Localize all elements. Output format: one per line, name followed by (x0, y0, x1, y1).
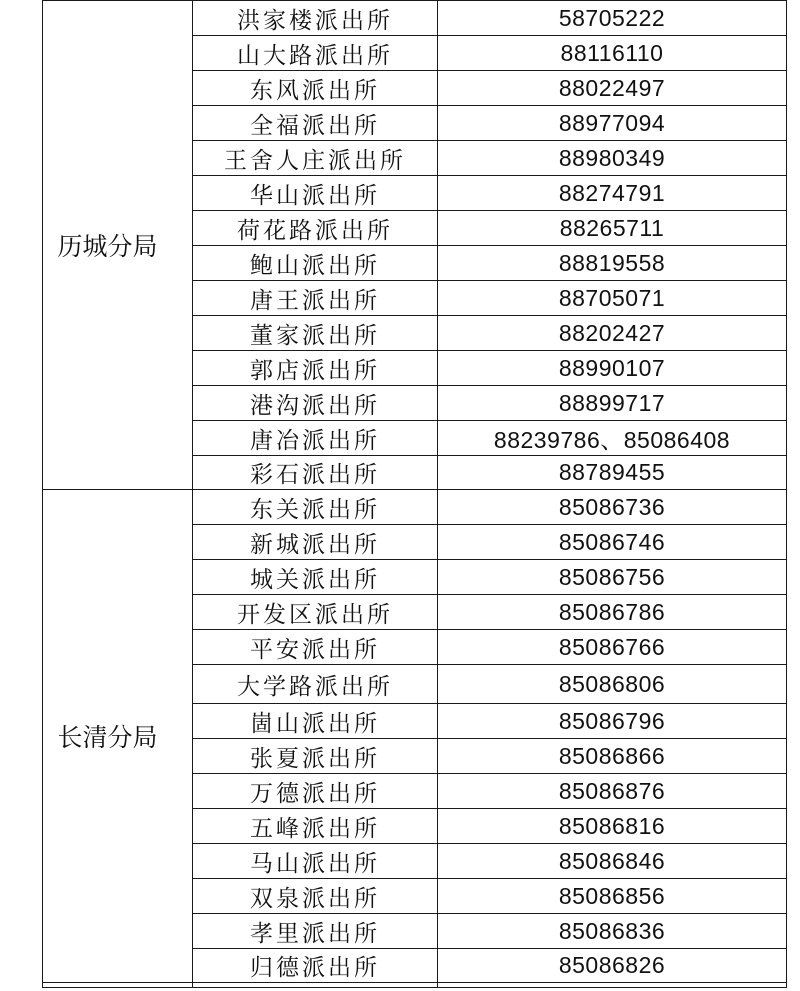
station-name: 崮山派出所 (193, 704, 438, 739)
station-name: 唐王派出所 (193, 281, 438, 316)
station-name: 大学路派出所 (193, 665, 438, 704)
station-name: 万德派出所 (193, 774, 438, 809)
station-phone: 88022497 (438, 71, 787, 106)
station-name: 鲍山派出所 (193, 246, 438, 281)
table-row-partial (43, 983, 787, 988)
station-phone: 85086826 (438, 949, 787, 983)
station-name: 东关派出所 (193, 490, 438, 525)
station-phone: 85086796 (438, 704, 787, 739)
station-name: 马山派出所 (193, 844, 438, 879)
station-phone: 88274791 (438, 176, 787, 211)
station-phone: 85086866 (438, 739, 787, 774)
station-phone: 85086766 (438, 630, 787, 665)
station-name: 郭店派出所 (193, 351, 438, 386)
station-phone: 88116110 (438, 36, 787, 71)
station-phone: 88990107 (438, 351, 787, 386)
station-name: 山大路派出所 (193, 36, 438, 71)
station-phone: 88977094 (438, 106, 787, 141)
station-name: 港沟派出所 (193, 386, 438, 421)
station-name: 五峰派出所 (193, 809, 438, 844)
station-phone: 88705071 (438, 281, 787, 316)
station-phone: 85086846 (438, 844, 787, 879)
station-phone: 85086736 (438, 490, 787, 525)
station-name: 新城派出所 (193, 525, 438, 560)
station-name: 开发区派出所 (193, 595, 438, 630)
station-name: 荷花路派出所 (193, 211, 438, 246)
station-name: 张夏派出所 (193, 739, 438, 774)
station-name: 唐冶派出所 (193, 421, 438, 456)
empty-cell (193, 983, 438, 988)
station-phone: 88239786、85086408 (438, 421, 787, 456)
station-phone: 88819558 (438, 246, 787, 281)
directory-body (43, 1, 787, 988)
station-phone: 88980349 (438, 141, 787, 176)
station-name: 孝里派出所 (193, 914, 438, 949)
station-phone: 58705222 (438, 1, 787, 36)
station-phone: 85086856 (438, 879, 787, 914)
branch-name: 历城分局 (57, 232, 158, 261)
station-phone: 85086756 (438, 560, 787, 595)
empty-cell (43, 983, 193, 988)
station-name: 董家派出所 (193, 316, 438, 351)
station-name: 华山派出所 (193, 176, 438, 211)
station-phone: 88899717 (438, 386, 787, 421)
station-phone: 85086806 (438, 665, 787, 704)
station-name: 双泉派出所 (193, 879, 438, 914)
branch-name-cell (43, 490, 193, 983)
station-name: 洪家楼派出所 (193, 1, 438, 36)
station-name: 归德派出所 (193, 949, 438, 983)
table-row (43, 1, 787, 36)
branch-name-cell (43, 1, 193, 490)
station-name: 彩石派出所 (193, 456, 438, 490)
station-name: 全福派出所 (193, 106, 438, 141)
table-row (43, 490, 787, 525)
station-name: 东风派出所 (193, 71, 438, 106)
station-phone: 85086786 (438, 595, 787, 630)
station-name: 城关派出所 (193, 560, 438, 595)
station-phone: 85086816 (438, 809, 787, 844)
station-name: 平安派出所 (193, 630, 438, 665)
station-phone: 88202427 (438, 316, 787, 351)
station-name: 王舍人庄派出所 (193, 141, 438, 176)
police-station-directory-table (42, 0, 787, 988)
station-phone: 85086876 (438, 774, 787, 809)
station-phone: 85086836 (438, 914, 787, 949)
station-phone: 88789455 (438, 456, 787, 490)
station-phone: 88265711 (438, 211, 787, 246)
empty-cell (438, 983, 787, 988)
station-phone: 85086746 (438, 525, 787, 560)
branch-name: 长清分局 (57, 723, 158, 752)
